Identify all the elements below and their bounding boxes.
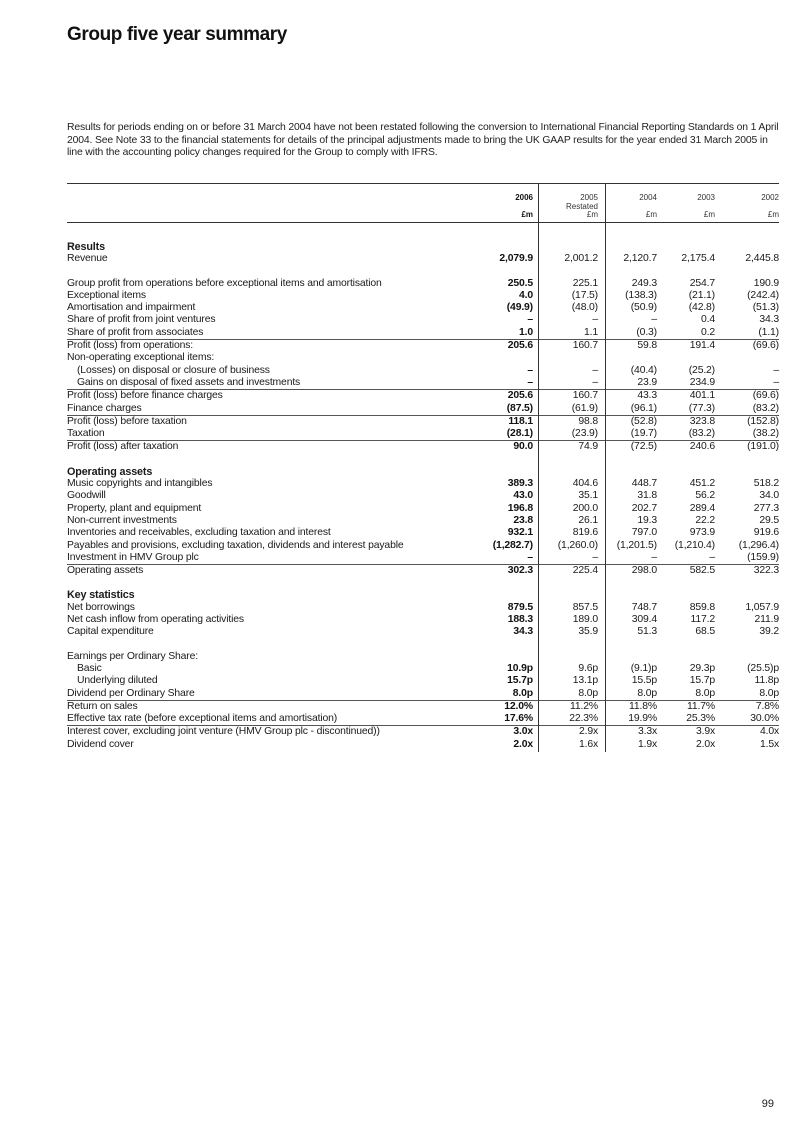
cell-2002: (159.9) [747,551,779,563]
table-row [67,428,779,440]
section-heading [67,589,779,601]
table-row [67,602,779,614]
cell-2004: 43.3 [637,390,657,402]
cell-2004: (0.3) [636,326,657,338]
cell-2004: (138.3) [625,289,657,301]
cell-2005: 160.7 [572,340,598,352]
cell-2003: 8.0p [695,687,715,699]
cell-2003: 582.5 [689,565,715,577]
cell-2006: – [527,551,533,563]
column-unit: £m [521,210,533,219]
cell-2003: 25.3% [686,713,715,725]
column-unit: £m [586,210,598,219]
table-row [67,614,779,626]
column-note: Restated [565,201,598,211]
cell-2003: 56.2 [695,490,715,502]
cell-2006: 12.0% [504,700,533,712]
cell-2005: 1.1 [584,326,598,338]
row-label: Property, plant and equipment [67,502,202,514]
cell-2002: (1,296.4) [738,539,779,551]
cell-2006: 302.3 [507,565,533,577]
column-header-2005 [536,194,598,220]
cell-2004: 2,120.7 [623,253,657,265]
cell-2005: – [592,376,598,388]
cell-2002: 919.6 [753,527,779,539]
cell-2006: 196.8 [507,502,533,514]
cell-2004: 309.4 [631,614,657,626]
cell-2004: 3.3x [637,726,657,738]
cell-2002: 29.5 [759,514,779,526]
cell-2006: 250.5 [507,277,533,289]
cell-2005: 13.1p [572,675,598,687]
cell-2005: 9.6p [578,662,598,674]
cell-2003: (83.2) [688,428,715,440]
cell-2004: 298.0 [631,565,657,577]
cell-2005: 8.0p [578,687,598,699]
row-label: Dividend per Ordinary Share [67,687,195,699]
row-label: Dividend cover [67,738,134,750]
table-row [67,651,779,663]
cell-2006: 2.0x [513,738,533,750]
cell-2006: 34.3 [513,626,533,638]
cell-2002: 8.0p [759,687,779,699]
table-row [67,377,779,389]
row-label: Key statistics [67,589,135,602]
cell-2002: (69.6) [752,340,779,352]
column-divider [538,184,539,752]
cell-2006: 4.0 [519,289,533,301]
cell-2005: 404.6 [572,478,598,490]
cell-2005: 22.3% [569,713,598,725]
cell-2004: (19.7) [630,428,657,440]
table-row [67,278,779,290]
cell-2004: 51.3 [637,626,657,638]
row-label: Share of profit from associates [67,326,204,338]
cell-2005: 189.0 [572,614,598,626]
cell-2006: 3.0x [513,726,533,738]
cell-2006: 205.6 [507,390,533,402]
cell-2003: 29.3p [689,662,715,674]
cell-2003: (77.3) [688,402,715,414]
row-label: Music copyrights and intangibles [67,478,213,490]
cell-2003: 323.8 [689,415,715,427]
table-row [67,503,779,515]
row-label: Exceptional items [67,289,146,301]
cell-2002: (69.6) [752,390,779,402]
cell-2002: 30.0% [750,713,779,725]
cell-2005: 160.7 [572,390,598,402]
page-title: Group five year summary [67,24,287,45]
row-label: Capital expenditure [67,626,154,638]
row-label: Basic [77,662,102,674]
cell-2003: 289.4 [689,502,715,514]
row-label: Non-operating exceptional items: [67,352,215,364]
cell-2005: 2.9x [578,726,598,738]
cell-2003: 240.6 [689,441,715,453]
intro-paragraph: Results for periods ending on or before 31 March 2004 have not been restated following the conversion to International Financial Reporting Standards on 1 April 2004. See Note 33 to the financial statements for details of the principal adjustments made to bring the UK GAAP results for the year ended 31 March 2005 in line with the accounting policy changes required for the Group to comply with IFRS. [67,122,779,158]
cell-2002: (25.5)p [747,662,779,674]
cell-2006: 188.3 [507,614,533,626]
cell-2003: 0.4 [701,314,715,326]
row-label: Underlying diluted [77,675,158,687]
cell-2006: 43.0 [513,490,533,502]
cell-2003: 254.7 [689,277,715,289]
cell-2005: 1.6x [578,738,598,750]
row-label: Operating assets [67,565,144,577]
row-label: Profit (loss) before taxation [67,415,187,427]
table-row [67,302,779,314]
cell-2002: 2,445.8 [745,253,779,265]
cell-2006: 118.1 [508,415,533,427]
cell-2006: 879.5 [507,601,533,613]
cell-2003: 15.7p [689,675,715,687]
cell-2006: 205.6 [507,340,533,352]
cell-2002: 34.3 [759,314,779,326]
cell-2002: 211.9 [754,614,779,626]
cell-2005: 11.2% [570,700,598,712]
row-label: Net borrowings [67,601,135,613]
row-label: Profit (loss) after taxation [67,441,179,453]
cell-2005: (61.9) [571,402,598,414]
row-label: Results [67,241,105,253]
section-heading [67,466,779,478]
row-label: Interest cover, excluding joint venture (HMV Group plc - discontinued)) [67,726,380,738]
table-row [67,314,779,326]
column-year: 2004 [639,193,657,202]
cell-2006: – [527,314,533,326]
cell-2005: (1,260.0) [557,539,598,551]
cell-2006: 1.0 [519,326,533,338]
cell-2004: (9.1)p [630,662,657,674]
row-label: Inventories and receivables, excluding taxation and interest [67,527,331,539]
cell-2004: 797.0 [631,527,657,539]
table-row [67,713,779,725]
column-header-2006 [471,194,533,220]
column-year: 2002 [761,193,779,202]
table-row [67,564,779,577]
cell-2006: 15.7p [507,675,533,687]
cell-2005: – [592,551,598,563]
row-label: Profit (loss) before finance charges [67,390,223,402]
cell-2002: 190.9 [753,277,779,289]
cell-2006: 90.0 [513,441,533,453]
row-label: Taxation [67,428,105,440]
cell-2003: 2.0x [695,738,715,750]
row-label: Return on sales [67,700,138,712]
cell-2005: 35.1 [578,490,598,502]
row-label: Investment in HMV Group plc [67,551,199,563]
cell-2006: 2,079.9 [499,253,533,265]
cell-2006: (28.1) [506,428,533,440]
cell-2004: 448.7 [631,478,657,490]
row-label: Gains on disposal of fixed assets and investments [77,376,301,388]
table-row [67,663,779,675]
cell-2004: 19.9% [628,713,657,725]
cell-2004: – [651,314,657,326]
cell-2005: 225.4 [572,565,598,577]
table-row [67,327,779,339]
cell-2004: – [651,551,657,563]
cell-2002: 4.0x [759,726,779,738]
table-row [67,725,779,738]
table-row [67,675,779,687]
cell-2005: 35.9 [578,626,598,638]
table-row [67,527,779,539]
table-row [67,688,779,700]
cell-2003: 68.5 [695,626,715,638]
cell-2002: – [773,364,779,376]
cell-2002: 11.8p [754,675,779,687]
row-label: Profit (loss) from operations: [67,340,194,352]
cell-2003: 973.9 [689,527,715,539]
table-row [67,515,779,527]
cell-2005: – [592,314,598,326]
cell-2005: 819.6 [572,527,598,539]
cell-2005: – [592,364,598,376]
cell-2005: 857.5 [572,601,598,613]
cell-2002: 1,057.9 [745,601,779,613]
cell-2006: – [527,376,533,388]
cell-2004: 11.8% [629,700,657,712]
cell-2003: 11.7% [687,700,715,712]
cell-2002: (83.2) [752,402,779,414]
cell-2006: 8.0p [512,687,533,699]
cell-2004: (52.8) [630,415,657,427]
cell-2002: 277.3 [753,502,779,514]
cell-2002: (191.0) [747,441,779,453]
row-label: (Losses) on disposal or closure of business [77,364,270,376]
row-label: Finance charges [67,402,142,414]
column-header-2003 [653,194,715,220]
cell-2004: 202.7 [631,502,657,514]
table-row [67,352,779,364]
cell-2003: (21.1) [688,289,715,301]
cell-2005: (48.0) [571,302,598,314]
row-label: Non-current investments [67,514,177,526]
cell-2003: 401.1 [689,390,715,402]
column-unit: £m [703,210,715,219]
cell-2002: (51.3) [752,302,779,314]
table-row [67,415,779,428]
column-header-2002 [717,194,779,220]
cell-2003: 859.8 [689,601,715,613]
column-unit: £m [767,210,779,219]
cell-2002: – [773,376,779,388]
cell-2002: (242.4) [747,289,779,301]
cell-2006: 389.3 [507,478,533,490]
cell-2003: (25.2) [688,364,715,376]
table-row [67,552,779,564]
column-year: 2005 [580,193,598,202]
page-number: 99 [761,1098,774,1110]
cell-2006: 17.6% [504,713,533,725]
cell-2004: 1.9x [637,738,657,750]
cell-2002: (152.8) [747,415,779,427]
cell-2004: 59.8 [637,340,657,352]
cell-2004: 748.7 [631,601,657,613]
cell-2003: 3.9x [695,726,715,738]
cell-2002: (38.2) [752,428,779,440]
cell-2004: 15.5p [631,675,657,687]
cell-2004: (1,201.5) [616,539,657,551]
cell-2006: 23.8 [513,514,533,526]
cell-2002: 1.5x [759,738,779,750]
cell-2005: 200.0 [572,502,598,514]
cell-2005: 225.1 [572,277,598,289]
table-row [67,253,779,265]
row-label: Goodwill [67,490,106,502]
cell-2002: 322.3 [753,565,779,577]
cell-2003: 0.2 [701,326,715,338]
five-year-summary-table [67,183,779,751]
table-row [67,626,779,638]
table-header [67,184,779,223]
table-row [67,490,779,502]
row-label: Net cash inflow from operating activities [67,614,244,626]
cell-2005: 98.8 [578,415,598,427]
table-row [67,739,779,751]
column-year: 2006 [515,193,533,202]
row-label: Amortisation and impairment [67,302,196,314]
cell-2006: (87.5) [506,402,533,414]
cell-2003: 451.2 [689,478,715,490]
table-row [67,389,779,402]
table-row [67,700,779,713]
cell-2004: (50.9) [630,302,657,314]
row-label: Effective tax rate (before exceptional items and amortisation) [67,713,338,725]
column-divider [605,184,606,752]
cell-2006: – [527,364,533,376]
table-row [67,403,779,415]
table-row [67,440,779,453]
cell-2004: 23.9 [637,376,657,388]
cell-2004: 19.3 [637,514,657,526]
row-label: Share of profit from joint ventures [67,314,216,326]
cell-2004: 249.3 [631,277,657,289]
row-label: Revenue [67,253,108,265]
cell-2002: (1.1) [758,326,779,338]
cell-2006: (49.9) [506,302,533,314]
cell-2003: 191.4 [689,340,715,352]
cell-2003: (42.8) [688,302,715,314]
row-label: Group profit from operations before exceptional items and amortisation [67,277,382,289]
cell-2004: 8.0p [637,687,657,699]
cell-2003: – [709,551,715,563]
cell-2006: 10.9p [507,662,533,674]
cell-2002: 7.8% [755,700,779,712]
cell-2003: (1,210.4) [674,539,715,551]
cell-2005: 2,001.2 [564,253,598,265]
cell-2006: 932.1 [507,527,533,539]
cell-2004: 31.8 [637,490,657,502]
cell-2005: 74.9 [578,441,598,453]
cell-2003: 2,175.4 [681,253,715,265]
table-row [67,540,779,552]
table-body [67,223,779,751]
cell-2005: (17.5) [571,289,598,301]
cell-2002: 39.2 [759,626,779,638]
table-row [67,339,779,352]
cell-2004: (40.4) [630,364,657,376]
column-year: 2003 [697,193,715,202]
column-unit: £m [645,210,657,219]
cell-2002: 34.0 [759,490,779,502]
table-row [67,365,779,377]
cell-2006: (1,282.7) [492,539,533,551]
table-row [67,290,779,302]
table-row [67,478,779,490]
cell-2003: 234.9 [689,376,715,388]
row-label: Earnings per Ordinary Share: [67,650,198,662]
cell-2003: 22.2 [695,514,715,526]
section-heading [67,241,779,253]
cell-2005: (23.9) [571,428,598,440]
row-label: Payables and provisions, excluding taxation, dividends and interest payable [67,539,404,551]
cell-2004: (72.5) [630,441,657,453]
cell-2005: 26.1 [578,514,598,526]
cell-2002: 518.2 [753,478,779,490]
row-label: Operating assets [67,465,153,478]
cell-2003: 117.2 [690,614,715,626]
cell-2004: (96.1) [630,402,657,414]
